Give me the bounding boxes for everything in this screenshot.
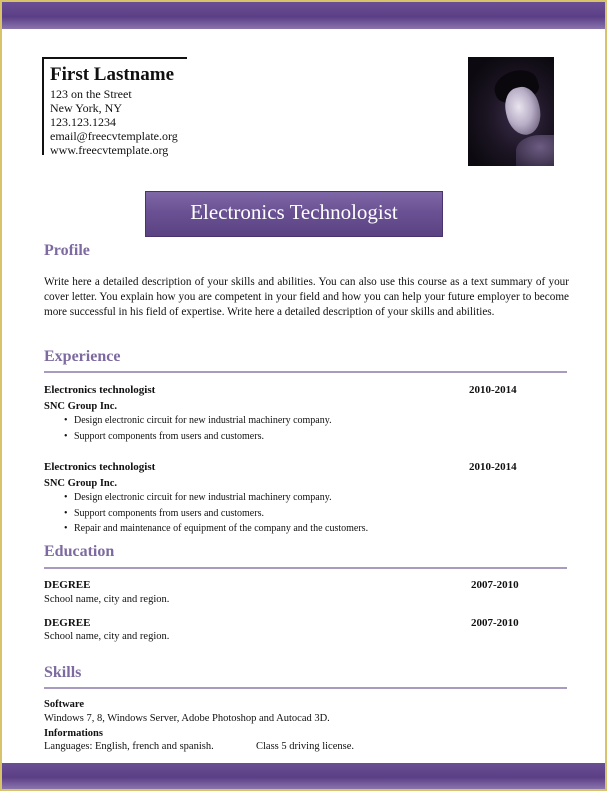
profile-heading: Profile	[44, 242, 90, 259]
job-title-banner: Electronics Technologist	[145, 191, 443, 237]
bottom-banner	[2, 763, 605, 789]
contact-block	[42, 57, 187, 155]
job-1-bullet-2: • Support components from users and customers.	[64, 431, 264, 442]
job-2-bullet-3: • Repair and maintenance of equipment of the company and the customers.	[64, 523, 369, 534]
license-text: Class 5 driving license.	[256, 741, 354, 752]
photo-shoulder	[516, 135, 554, 166]
bullet-text: Support components from users and customers.	[74, 431, 264, 442]
job-2-company: SNC Group Inc.	[44, 478, 118, 489]
job-2-bullet-2: • Support components from users and customers.	[64, 508, 264, 519]
education-2-degree: DEGREE	[44, 617, 91, 629]
email-line: email@freecvtemplate.org	[50, 129, 178, 143]
job-2-dates: 2010-2014	[469, 461, 517, 473]
website-line: www.freecvtemplate.org	[50, 143, 169, 157]
informations-label: Informations	[44, 728, 103, 739]
job-1-company: SNC Group Inc.	[44, 401, 118, 412]
photo-face	[501, 84, 544, 138]
experience-heading: Experience	[44, 348, 121, 365]
job-2-title: Electronics technologist	[44, 461, 156, 473]
job-2-bullet-1: • Design electronic circuit for new industrial machinery company.	[64, 492, 332, 503]
top-banner	[2, 2, 605, 29]
city-line: New York, NY	[50, 101, 123, 115]
bullet-text: Design electronic circuit for new industrial machinery company.	[74, 492, 332, 503]
software-label: Software	[44, 699, 85, 710]
education-heading: Education	[44, 543, 115, 560]
person-name: First Lastname	[50, 64, 175, 85]
education-1-school: School name, city and region.	[44, 594, 170, 605]
languages-text: Languages: English, french and spanish.	[44, 741, 214, 752]
bullet-text: Design electronic circuit for new industrial machinery company.	[74, 415, 332, 426]
education-2-school: School name, city and region.	[44, 631, 170, 642]
software-text: Windows 7, 8, Windows Server, Adobe Photoshop and Autocad 3D.	[44, 713, 330, 724]
experience-divider	[44, 371, 567, 373]
bullet-text: Repair and maintenance of equipment of the company and the customers.	[74, 523, 369, 534]
bullet-text: Support components from users and customers.	[74, 508, 264, 519]
job-1-bullet-1: • Design electronic circuit for new industrial machinery company.	[64, 415, 332, 426]
profile-text: Write here a detailed description of your skills and abilities. You can also use this course as a text summary of your cover letter. You explain how you are competent in your field and how you can help your future employer to become more successful in his field of expertise. Write here a detailed description of your skills and abilities.	[44, 276, 569, 318]
education-2-dates: 2007-2010	[471, 617, 519, 629]
job-1-dates: 2010-2014	[469, 384, 517, 396]
profile-photo	[468, 57, 554, 166]
address-line: 123 on the Street	[50, 87, 132, 101]
informations-line	[44, 741, 444, 754]
job-1-title: Electronics technologist	[44, 384, 156, 396]
education-1-dates: 2007-2010	[471, 579, 519, 591]
education-divider	[44, 567, 567, 569]
phone-line: 123.123.1234	[50, 115, 116, 129]
skills-heading: Skills	[44, 664, 82, 681]
skills-divider	[44, 687, 567, 689]
education-1-degree: DEGREE	[44, 579, 91, 591]
